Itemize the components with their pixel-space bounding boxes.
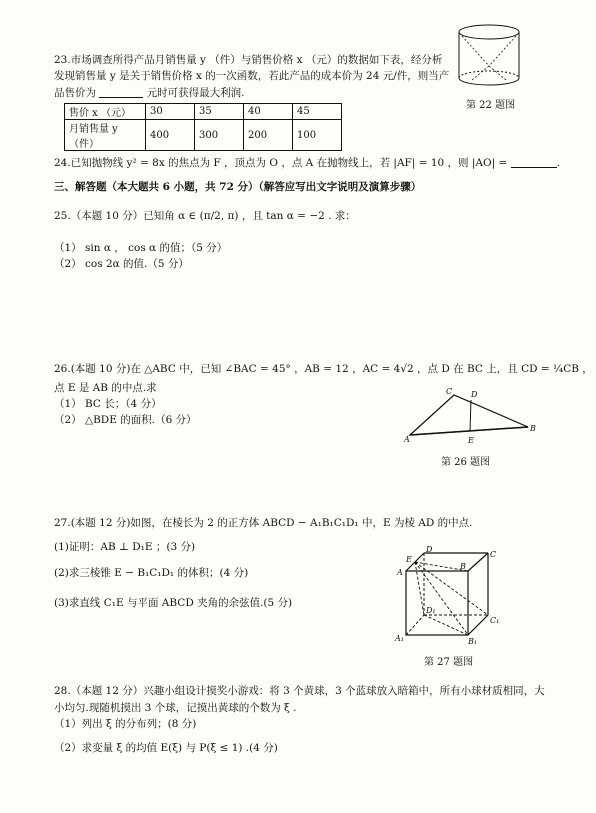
- q26-part2: （2） △BDE 的面积.（6 分）: [54, 414, 197, 426]
- vertex-label-a: A: [404, 435, 410, 444]
- table-row: [65, 104, 342, 120]
- vertex-label-b1: B₁: [468, 637, 478, 645]
- vertex-label-a1: A₁: [395, 634, 404, 643]
- vertex-label-b: B: [460, 562, 466, 571]
- point-label-e: E: [468, 436, 474, 445]
- q25-part1: （1） sin α ， cos α 的值；（5 分）: [54, 242, 228, 254]
- table-cell: 400: [146, 120, 195, 151]
- answer-blank-24: [511, 157, 557, 168]
- table-cell: 35: [195, 104, 244, 120]
- q26-part1: （1） BC 长；（4 分）: [54, 398, 162, 410]
- table-cell: 30: [146, 104, 195, 120]
- figure-22-cylinder: [452, 20, 532, 90]
- q23-line3: [54, 86, 245, 100]
- q27-line1: 27.(本题 12 分)如图，在棱长为 2 的正方体 ABCD − A₁B₁C₁D₁ 中，E 为棱 AD 的中点.: [54, 517, 473, 529]
- table-cell: 40: [244, 104, 293, 120]
- q24-end: .: [556, 157, 560, 169]
- table-header-sales: 月销售量 y （件）: [65, 120, 146, 151]
- section-title: 三、解答题（本大题共 6 小题，共 72 分）（解答应写出文字说明及演算步骤）: [54, 181, 422, 193]
- table-cell: 200: [244, 120, 293, 151]
- vertex-label-a: A: [397, 568, 403, 577]
- answer-blank-23: [99, 87, 143, 98]
- q28-part2: （2）求变量 ξ 的均值 E(ξ) 与 P(ξ ≤ 1) .(4 分): [54, 742, 278, 754]
- table-row: [65, 120, 342, 151]
- figure-27-caption: 第 27 题图: [424, 657, 474, 668]
- q27-part1: (1)证明：AB ⊥ D₁E ；(3 分): [54, 541, 196, 553]
- q23-line3-end: 元时可获得最大利润.: [146, 87, 245, 99]
- point-label-e: E: [406, 555, 412, 564]
- price-sales-table: [64, 103, 342, 151]
- q26-line1: 26.(本题 10 分)在 △ABC 中，已知 ∠BAC = 45° ，AB = 12 ，AC = 4√2 ，点 D 在 BC 上，且 CD = ¼CB ，: [54, 363, 593, 375]
- q28-line1: 28.（本题 12 分）兴趣小组设计摸奖小游戏：将 3 个黄球，3 个蓝球放入暗箱中，所有小球材质相同，大: [54, 685, 545, 697]
- vertex-label-d1: D₁: [426, 606, 436, 615]
- figure-26-caption: 第 26 题图: [441, 457, 491, 468]
- q27-part2: (2)求三棱锥 E − B₁C₁D₁ 的体积；(4 分): [54, 567, 249, 579]
- q24-text: 24.已知抛物线 y² = 8x 的焦点为 F ，顶点为 O ，点 A 在抛物线上，若 |AF| = 10 ，则 |AO| =: [54, 157, 508, 169]
- q23-line3-start: 品售价为: [54, 87, 96, 99]
- q25-part2: （2） cos 2α 的值.（5 分）: [54, 258, 189, 270]
- q23-line1: 23.市场调查所得产品月销售量 y （件）与销售价格 x （元）的数据如下表，经分析: [54, 54, 443, 66]
- q23-line2: 发现销售量 y 是关于销售价格 x 的一次函数，若此产品的成本价为 24 元/件，则当产: [54, 70, 450, 82]
- figure-22-caption: 第 22 题图: [466, 100, 516, 111]
- q27-part3: (3)求直线 C₁E 与平面 ABCD 夹角的余弦值.(5 分): [54, 597, 293, 609]
- vertex-label-b: B: [530, 424, 536, 433]
- table-header-price: 售价 x （元）: [65, 104, 146, 120]
- vertex-label-c1: C₁: [490, 616, 500, 625]
- vertex-label-d: D: [426, 545, 433, 554]
- table-cell: 45: [293, 104, 342, 120]
- point-label-d: D: [471, 390, 478, 399]
- q25-line1: 25.（本题 10 分）已知角 α ∈ (π/2, π) ，且 tan α = −2 . 求：: [54, 210, 356, 222]
- table-cell: 100: [293, 120, 342, 151]
- q24: [54, 156, 560, 170]
- vertex-label-c: C: [446, 387, 453, 396]
- figure-26-triangle: [398, 385, 544, 447]
- q26-line2: 点 E 是 AB 的中点.求: [54, 382, 157, 394]
- table-cell: 300: [195, 120, 244, 151]
- vertex-label-c: C: [490, 550, 497, 559]
- figure-27-cube: [392, 543, 504, 645]
- q28-line2: 小均匀.现随机摸出 3 个球，记摸出黄球的个数为 ξ .: [54, 702, 297, 714]
- q28-part1: （1）列出 ξ 的分布列；(8 分): [54, 718, 197, 730]
